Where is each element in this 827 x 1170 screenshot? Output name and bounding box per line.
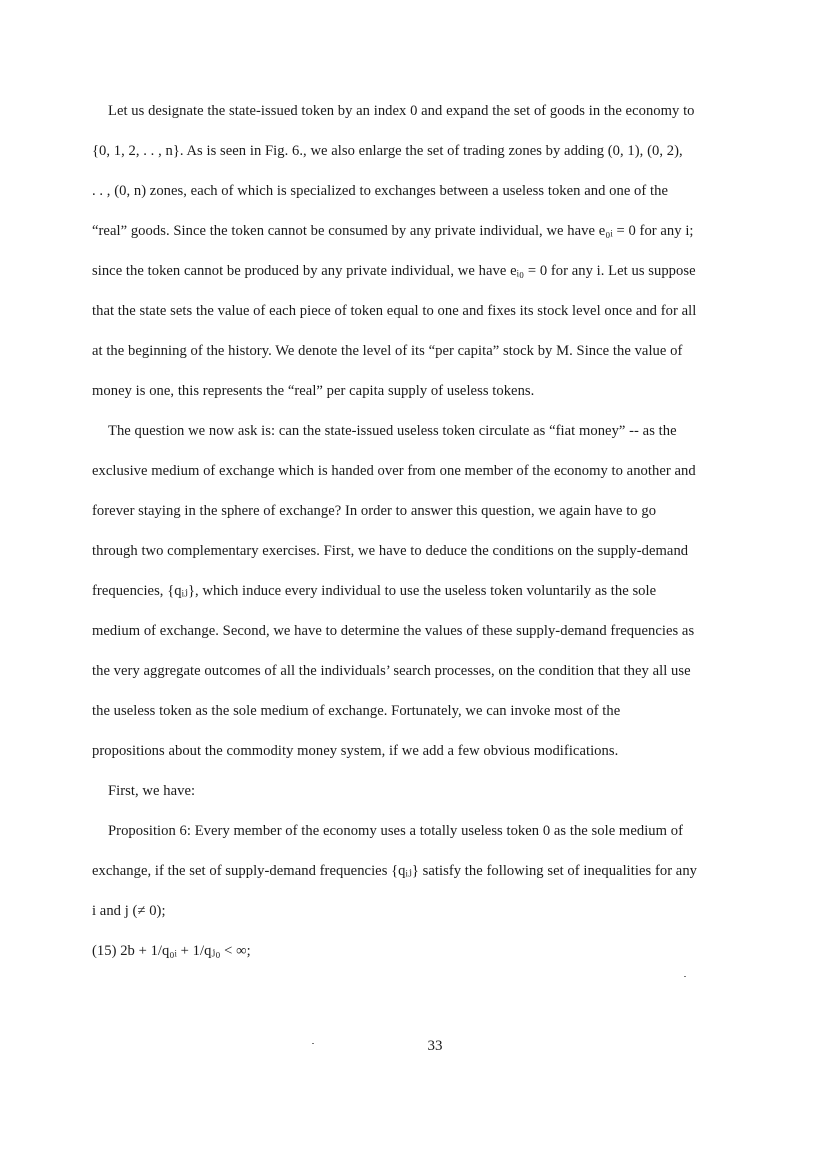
text-line: First, we have: [108, 783, 196, 799]
scan-speck [312, 1043, 314, 1044]
text-line: “real” goods. Since the token cannot be consumed by any private individual, we have e₀ᵢ = 0 for any i; [92, 223, 694, 239]
text-line: exchange, if the set of supply-demand frequencies {qᵢⱼ} satisfy the following set of inequalities for any [92, 863, 698, 879]
text-line: propositions about the commodity money system, if we add a few obvious modifications. [92, 743, 619, 759]
text-line: . . , (0, n) zones, each of which is specialized to exchanges between a useless token and one of the [92, 183, 668, 199]
text-line: that the state sets the value of each piece of token equal to one and fixes its stock level once and for all [92, 303, 697, 319]
text-line: medium of exchange. Second, we have to determine the values of these supply-demand frequencies as [92, 623, 695, 639]
text-line: money is one, this represents the “real” per capita supply of useless tokens. [92, 383, 535, 399]
text-line: forever staying in the sphere of exchange? In order to answer this question, we again have to go [92, 503, 657, 519]
text-line: since the token cannot be produced by any private individual, we have eᵢ₀ = 0 for any i. Let us suppose [92, 263, 696, 279]
proposition-heading: Proposition 6: Every member of the economy uses a totally useless token 0 as the sole medium of [108, 823, 684, 839]
text-line: the useless token as the sole medium of exchange. Fortunately, we can invoke most of the [92, 703, 621, 719]
equation-line: (15) 2b + 1/q₀ᵢ + 1/qⱼ₀ < ∞; [92, 943, 251, 959]
text-line: Let us designate the state-issued token by an index 0 and expand the set of goods in the economy to [108, 103, 695, 119]
text-line: frequencies, {qᵢⱼ}, which induce every individual to use the useless token voluntarily as the sole [92, 583, 657, 599]
text-line: The question we now ask is: can the state-issued useless token circulate as “fiat money” -- as the [108, 423, 677, 439]
page-number: 33 [427, 1038, 443, 1054]
text-line: at the beginning of the history. We denote the level of its “per capita” stock by M. Since the value of [92, 343, 683, 359]
text-line: the very aggregate outcomes of all the individuals’ search processes, on the condition that they all use [92, 663, 691, 679]
scan-speck [684, 976, 686, 977]
text-line: exclusive medium of exchange which is handed over from one member of the economy to another and [92, 463, 696, 479]
text-line: through two complementary exercises. First, we have to deduce the conditions on the supply-demand [92, 543, 689, 559]
text-line: i and j (≠ 0); [92, 903, 166, 919]
text-line: {0, 1, 2, . . , n}. As is seen in Fig. 6., we also enlarge the set of trading zones by adding (0, 1), (0, 2), [92, 143, 683, 159]
